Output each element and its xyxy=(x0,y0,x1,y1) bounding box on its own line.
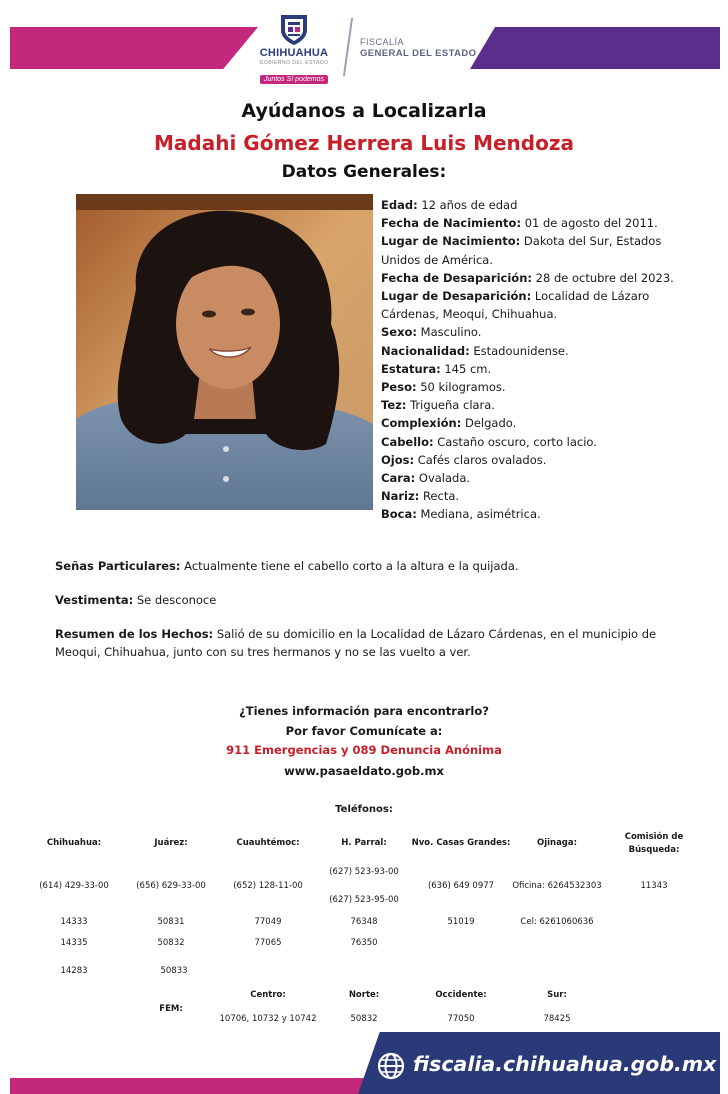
phone-chihuahua-main[interactable]: (614) 429-33-00 xyxy=(39,881,109,891)
general-data-list xyxy=(381,196,681,524)
phone-casas-main[interactable]: (636) 649 0977 xyxy=(427,881,495,891)
ext-cuauhtemoc-2: 77065 xyxy=(254,938,282,948)
detail-fecha-desaparicion: Fecha de Desaparición: 28 de octubre del 2023. xyxy=(381,270,674,285)
fem-norte-label: Norte: xyxy=(348,990,380,1000)
ext-juarez-2: 50832 xyxy=(157,938,185,948)
detail-complexion: Complexión: Delgado. xyxy=(381,416,517,431)
logo-subtitle: GOBIERNO DEL ESTADO xyxy=(259,60,329,66)
detail-peso: Peso: 50 kilogramos. xyxy=(381,380,506,395)
header-divider xyxy=(343,18,353,76)
phone-parral-2[interactable]: (627) 523-95-00 xyxy=(329,895,399,905)
header-cuauhtemoc: Cuauhtémoc: xyxy=(236,838,300,848)
fem-centro-value: 10706, 10732 y 10742 xyxy=(219,1014,317,1024)
ext-chihuahua-2: 14335 xyxy=(60,938,88,948)
detail-lugar-desaparicion: Lugar de Desaparición: Localidad de Lázaro Cárdenas, Meoqui, Chihuahua. xyxy=(381,289,650,322)
emergency-numbers: 911 Emergencias y 089 Denuncia Anónima xyxy=(226,743,502,757)
shield-icon xyxy=(277,12,311,46)
ext-cuauhtemoc-1: 77049 xyxy=(254,917,282,927)
header-parral: H. Parral: xyxy=(341,838,387,848)
header-bar-purple xyxy=(470,27,720,69)
phone-cuauhtemoc-main[interactable]: (652) 128-11-00 xyxy=(233,881,303,891)
footer-bar-magenta xyxy=(10,1078,366,1094)
logo-slogan: Juntos Sí podemos xyxy=(260,75,328,84)
phone-juarez-main[interactable]: (656) 629-33-00 xyxy=(136,881,206,891)
header-casas-grandes: Nvo. Casas Grandes: xyxy=(411,838,511,848)
detail-fecha-nacimiento: Fecha de Nacimiento: 01 de agosto del 2011. xyxy=(381,216,658,231)
fem-label: FEM: xyxy=(159,1004,183,1014)
detail-nacionalidad: Nacionalidad: Estadounidense. xyxy=(381,343,569,358)
header-comision-2: Búsqueda: xyxy=(628,845,680,855)
fem-centro-label: Centro: xyxy=(250,990,286,1000)
phone-parral-1[interactable]: (627) 523-93-00 xyxy=(329,867,399,877)
page-title: Ayúdanos a Localizarla xyxy=(241,100,487,122)
phone-comision[interactable]: 11343 xyxy=(640,881,668,891)
resumen-hechos: Resumen de los Hechos: Salió de su domicilio en la Localidad de Lázaro Cárdenas, en el municipio de Meoqui, Chihuahua, junto con su tres hermanos y no se las vuelto a ver. xyxy=(55,627,657,659)
fiscalia-label: FISCALÍA xyxy=(360,37,405,47)
detail-sexo: Sexo: Masculino. xyxy=(381,325,482,340)
detail-estatura: Estatura: 145 cm. xyxy=(381,361,492,376)
person-name: Madahi Gómez Herrera Luis Mendoza xyxy=(154,131,574,155)
ext-parral-1: 76348 xyxy=(350,917,378,927)
fem-occidente-value: 77050 xyxy=(447,1014,475,1024)
senas-particulares: Señas Particulares: Actualmente tiene el cabello corto a la altura e la quijada. xyxy=(55,559,519,573)
contact-please: Por favor Comunícate a: xyxy=(285,724,443,738)
fem-occidente-label: Occidente: xyxy=(435,990,487,1000)
fem-sur-label: Sur: xyxy=(547,990,567,1000)
ext-juarez-1: 50831 xyxy=(157,917,185,927)
detail-nariz: Nariz: Recta. xyxy=(381,489,460,504)
globe-icon xyxy=(376,1051,406,1081)
ext-chihuahua-3: 14283 xyxy=(60,966,88,976)
person-photo xyxy=(76,194,373,510)
ext-chihuahua-1: 14333 xyxy=(60,917,88,927)
detail-cabello: Cabello: Castaño oscuro, corto lacio. xyxy=(381,434,597,449)
fiscalia-general-label: GENERAL DEL ESTADO xyxy=(360,48,477,59)
phone-ojinaga-cell[interactable]: Cel: 6261060636 xyxy=(520,917,594,927)
fem-norte-value: 50832 xyxy=(350,1014,378,1024)
vestimenta: Vestimenta: Se desconoce xyxy=(55,593,217,607)
website-link[interactable]: www.pasaeldato.gob.mx xyxy=(284,764,444,778)
detail-tez: Tez: Trigueña clara. xyxy=(381,398,495,413)
phones-title: Teléfonos: xyxy=(335,804,393,815)
detail-cara: Cara: Ovalada. xyxy=(381,471,471,486)
header-chihuahua: Chihuahua: xyxy=(46,838,102,848)
logo-name: CHIHUAHUA xyxy=(259,47,329,59)
ext-casas-1: 51019 xyxy=(447,917,475,927)
contact-question: ¿Tienes información para encontrarlo? xyxy=(239,704,489,718)
section-title: Datos Generales: xyxy=(281,162,447,182)
header-bar-magenta xyxy=(10,27,258,69)
header-juarez: Juárez: xyxy=(154,838,188,848)
detail-lugar-nacimiento: Lugar de Nacimiento: Dakota del Sur, Estados Unidos de América. xyxy=(381,234,662,267)
detail-boca: Boca: Mediana, asimétrica. xyxy=(381,507,541,522)
phone-ojinaga-office[interactable]: Oficina: 6264532303 xyxy=(512,881,602,891)
detail-ojos: Ojos: Cafés claros ovalados. xyxy=(381,452,547,467)
footer-url[interactable]: fiscalia.chihuahua.gob.mx xyxy=(413,1052,717,1076)
header-comision-1: Comisión de xyxy=(624,832,684,842)
chihuahua-logo xyxy=(254,12,334,84)
ext-juarez-3: 50833 xyxy=(160,966,188,976)
header-ojinaga: Ojinaga: xyxy=(536,838,578,848)
ext-parral-2: 76350 xyxy=(350,938,378,948)
fem-sur-value: 78425 xyxy=(543,1014,571,1024)
detail-edad: Edad: 12 años de edad xyxy=(381,198,518,212)
